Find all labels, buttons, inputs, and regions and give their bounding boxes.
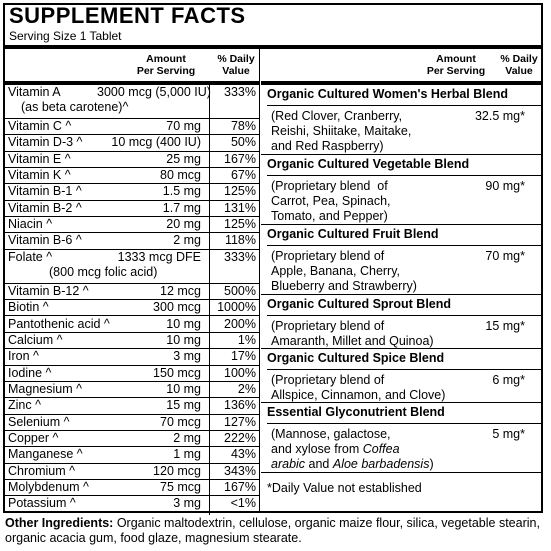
nutrient-daily-value: 100%: [224, 365, 256, 380]
nutrient-daily-value: 1000%: [217, 300, 256, 315]
nutrient-amount: 1.7 mg: [162, 200, 201, 215]
top-rule: [5, 45, 541, 49]
blend-block: [261, 295, 541, 349]
nutrient-amount: 150 mcg: [153, 365, 201, 380]
nutrient-name: Copper ^: [8, 430, 59, 445]
nutrient-name: Vitamin B-1 ^: [8, 184, 82, 199]
nutrient-row: [5, 135, 259, 151]
blend-description: [271, 427, 434, 472]
nutrient-note: (as beta carotene)^: [21, 100, 129, 114]
nutrient-daily-value: 118%: [224, 233, 256, 248]
nutrient-name: Iron ^: [8, 349, 39, 364]
nutrient-amount: 120 mcg: [153, 463, 201, 478]
nutrient-name: Folate ^: [8, 249, 53, 264]
nutrient-name: Vitamin B-12 ^: [8, 283, 89, 298]
nutrient-row: [5, 431, 259, 447]
blend-description: (Proprietary blend of Apple, Banana, Cherry, Blueberry and Strawberry): [271, 249, 417, 293]
nutrient-daily-value: 333%: [224, 249, 256, 264]
nutrient-row: [5, 284, 259, 300]
nutrient-daily-value: 167%: [224, 480, 256, 494]
nutrient-daily-value: 500%: [224, 283, 256, 298]
nutrient-row: [5, 333, 259, 349]
nutrient-daily-value: 127%: [224, 414, 256, 429]
nutrient-daily-value: 2%: [237, 381, 256, 396]
nutrient-daily-value: 78%: [230, 119, 256, 133]
blend-amount: 32.5 mg*: [474, 109, 525, 123]
blend-title-rule: [267, 245, 541, 246]
nutrient-name: Vitamin K ^: [8, 168, 71, 183]
blend-title-rule: [267, 423, 541, 424]
nutrient-amount: 75 mcg: [160, 480, 201, 494]
nutrient-name: Vitamin D-3 ^: [8, 135, 83, 150]
nutrient-daily-value: 136%: [224, 398, 256, 413]
nutrient-row: [5, 480, 259, 496]
nutrient-row: [5, 201, 259, 217]
nutrient-row: [5, 366, 259, 382]
nutrient-name: Potassium ^: [8, 496, 76, 511]
nutrient-name: Biotin ^: [8, 300, 49, 315]
daily-value-header: % Daily Value: [217, 53, 255, 77]
nutrient-daily-value: 125%: [224, 184, 256, 199]
blend-block: [261, 85, 541, 155]
blend-title-rule: [267, 369, 541, 370]
nutrient-row: [5, 496, 259, 512]
nutrient-daily-value: 125%: [224, 217, 256, 232]
blend-description-part: and: [305, 457, 333, 471]
nutrient-daily-value: 222%: [224, 430, 256, 445]
nutrient-row: [5, 382, 259, 398]
column-divider: [259, 49, 260, 511]
nutrient-amount: 1 mg: [173, 447, 201, 462]
nutrient-amount: 3 mg: [173, 349, 201, 364]
nutrient-daily-value: <1%: [230, 496, 256, 511]
nutrient-row: [5, 349, 259, 365]
blend-title: Organic Cultured Women's Herbal Blend: [267, 87, 508, 101]
nutrient-amount: 10 mg: [166, 332, 201, 347]
nutrient-amount: 3 mg: [173, 496, 201, 511]
nutrient-daily-value: 131%: [224, 200, 256, 215]
footnote: *Daily Value not established: [267, 481, 422, 495]
blend-description: (Red Clover, Cranberry, Reishi, Shiitake, Maitake, and Red Raspberry): [271, 109, 412, 153]
other-ingredients: [5, 516, 550, 546]
nutrient-name: Vitamin C ^: [8, 119, 72, 133]
nutrient-amount: 3000 mcg (5,000 IU): [97, 85, 211, 99]
nutrient-row: [5, 447, 259, 463]
blend-description-part: Aloe barbadensis: [332, 457, 430, 471]
nutrient-name: Vitamin B-6 ^: [8, 233, 82, 248]
nutrient-name: Vitamin B-2 ^: [8, 200, 82, 215]
other-ingredients-label: Other Ingredients:: [5, 516, 114, 530]
nutrient-note: (800 mcg folic acid): [49, 264, 158, 279]
nutrient-row: [5, 317, 259, 333]
nutrient-name: Pantothenic acid ^: [8, 316, 110, 331]
blend-block: [261, 349, 541, 403]
blend-description: (Proprietary blend of Amaranth, Millet and Quinoa): [271, 319, 434, 348]
blend-title-rule: [267, 315, 541, 316]
blend-amount: 5 mg*: [492, 427, 525, 441]
nutrient-name: Magnesium ^: [8, 381, 82, 396]
nutrient-amount: 70 mcg: [160, 414, 201, 429]
blend-block: [261, 155, 541, 225]
blend-amount: 15 mg*: [485, 319, 525, 333]
blend-title: Essential Glyconutrient Blend: [267, 405, 445, 419]
nutrient-name: Iodine ^: [8, 365, 52, 380]
nutrient-daily-value: 200%: [224, 316, 256, 331]
nutrient-amount: 10 mg: [166, 316, 201, 331]
nutrient-row: [5, 464, 259, 480]
nutrient-amount: 25 mg: [166, 151, 201, 166]
blend-amount: 70 mg*: [485, 249, 525, 263]
blend-title: Organic Cultured Spice Blend: [267, 351, 445, 365]
blend-amount: 90 mg*: [485, 179, 525, 193]
amount-header: Amount Per Serving: [136, 53, 196, 77]
nutrient-row: [5, 398, 259, 414]
nutrient-name: Molybdenum ^: [8, 480, 89, 494]
blend-description: (Proprietary blend of Allspice, Cinnamon, and Clove): [271, 373, 446, 402]
blend-description-part: (Mannose, galactose, and xylose from: [271, 427, 391, 456]
nutrient-amount: 80 mcg: [160, 168, 201, 183]
panel-title: SUPPLEMENT FACTS: [9, 3, 246, 28]
nutrient-daily-value: 43%: [230, 447, 256, 462]
nutrient-amount: 2 mg: [173, 430, 201, 445]
blend-title-rule: [267, 105, 541, 106]
nutrient-daily-value: 1%: [237, 332, 256, 347]
nutrient-amount: 10 mg: [166, 381, 201, 396]
nutrient-amount: 1333 mcg DFE: [117, 249, 201, 264]
blend-description-part: arabic: [271, 457, 306, 471]
nutrient-name: Zinc ^: [8, 398, 41, 413]
nutrient-daily-value: 167%: [224, 151, 256, 166]
nutrient-row: [5, 217, 259, 233]
nutrient-name: Vitamin E ^: [8, 151, 71, 166]
nutrient-name: Chromium ^: [8, 463, 75, 478]
nutrient-daily-value: 50%: [230, 135, 256, 150]
nutrient-amount: 20 mg: [166, 217, 201, 232]
blend-title: Organic Cultured Sprout Blend: [267, 297, 452, 311]
nutrient-name: Niacin ^: [8, 217, 53, 232]
nutrient-name: Vitamin A: [8, 85, 61, 99]
nutrient-amount: 300 mcg: [153, 300, 201, 315]
nutrient-row: [5, 233, 259, 249]
right-amount-header: Amount Per Serving: [426, 53, 486, 77]
nutrient-name: Selenium ^: [8, 414, 70, 429]
nutrient-name: Calcium ^: [8, 332, 63, 347]
nutrient-amount: 15 mg: [166, 398, 201, 413]
nutrient-amount: 1.5 mg: [162, 184, 201, 199]
blend-title: Organic Cultured Vegetable Blend: [267, 157, 470, 171]
nutrient-amount: 2 mg: [173, 233, 201, 248]
nutrient-row: [5, 168, 259, 184]
nutrient-amount: 12 mcg: [160, 283, 201, 298]
nutrient-row: [5, 119, 259, 135]
blend-block: [261, 403, 541, 473]
nutrient-daily-value: 343%: [224, 463, 256, 478]
blend-description-part: Coffea: [362, 442, 400, 456]
blend-title-rule: [267, 175, 541, 176]
blend-description: (Proprietary blend of Carrot, Pea, Spinach, Tomato, and Pepper): [271, 179, 391, 223]
nutrient-amount: 70 mg: [166, 119, 201, 133]
nutrient-name: Manganese ^: [8, 447, 83, 462]
right-daily-value-header: % Daily Value: [500, 53, 538, 77]
nutrient-row: [5, 300, 259, 316]
nutrient-row: [5, 415, 259, 431]
blend-block: [261, 225, 541, 295]
blend-amount: 6 mg*: [492, 373, 525, 387]
nutrient-daily-value: 17%: [230, 349, 256, 364]
nutrient-row: [5, 184, 259, 200]
nutrient-daily-value: 333%: [224, 85, 256, 99]
nutrient-daily-value: 67%: [230, 168, 256, 183]
blend-title: Organic Cultured Fruit Blend: [267, 227, 439, 241]
supplement-facts-panel: [3, 3, 543, 513]
nutrient-row: [5, 85, 259, 119]
serving-size: Serving Size 1 Tablet: [9, 29, 122, 43]
other-ingredients-text: Organic maltodextrin, cellulose, organic maize flour, silica, vegetable stearin, organic acacia gum, food glaze, magnesium stearate.: [5, 516, 540, 545]
nutrient-row: [5, 152, 259, 168]
blend-description-part: ): [429, 457, 434, 471]
nutrient-amount: 10 mcg (400 IU): [111, 135, 201, 150]
nutrient-row: [5, 250, 259, 284]
